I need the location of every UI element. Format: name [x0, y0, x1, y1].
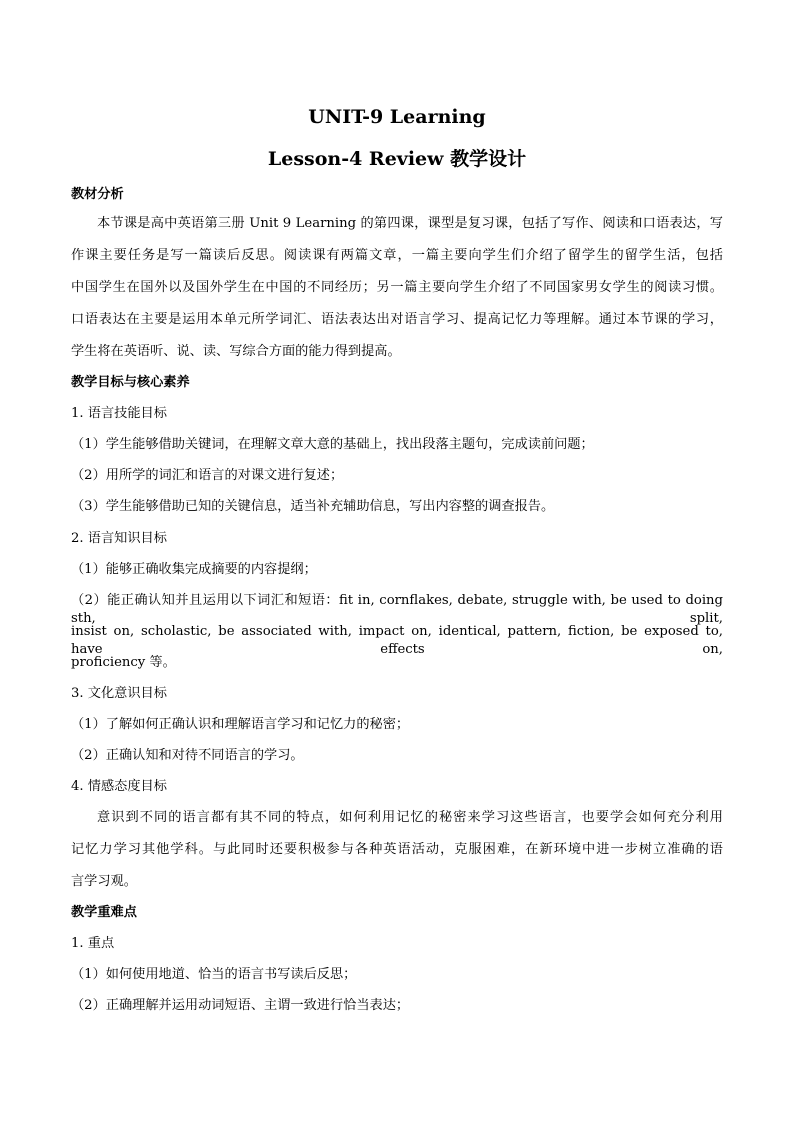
list-item: （1）了解如何正确认识和理解语言学习和记忆力的秘密；: [71, 717, 410, 732]
sub-heading-attitude: 4. 情感态度目标: [71, 779, 167, 794]
document-subtitle: Lesson-4 Review 教学设计: [267, 148, 527, 170]
paragraph-line: 作课主要任务是写一篇读后反思。阅读课有两篇文章，一篇主要向学生们介绍了留学生的留学生活，包括: [71, 248, 723, 263]
list-item: （2）正确理解并运用动词短语、主谓一致进行恰当表达；: [71, 998, 410, 1013]
paragraph-line: 学生将在英语听、说、读、写综合方面的能力得到提高。: [71, 344, 401, 359]
sub-heading-skills: 1. 语言技能目标: [71, 406, 167, 421]
list-item-continued: insist on, scholastic, be associated with, impact on, identical, pattern, fiction, be exposed to, have effects on,: [71, 624, 723, 657]
paragraph-line: 本节课是高中英语第三册 Unit 9 Learning 的第四课，课型是复习课，包括了写作、阅读和口语表达，写: [97, 216, 723, 231]
section-heading-analysis: 教材分析: [71, 187, 124, 202]
list-item: （1）如何使用地道、恰当的语言书写读后反思；: [71, 967, 357, 982]
document-title: UNIT-9 Learning: [308, 106, 486, 128]
paragraph-line: 记忆力学习其他学科。与此同时还要积极参与各种英语活动，克服困难，在新环境中进一步树立准确的语: [71, 842, 723, 857]
paragraph-line: 意识到不同的语言都有其不同的特点，如何利用记忆的秘密来学习这些语言，也要学会如何充分利用: [97, 810, 723, 825]
sub-heading-culture: 3. 文化意识目标: [71, 686, 167, 701]
list-item: （1）能够正确收集完成摘要的内容提纲；: [71, 562, 317, 577]
list-item: （2）正确认知和对待不同语言的学习。: [71, 748, 304, 763]
paragraph-line: 口语表达在主要是运用本单元所学词汇、语法表达出对语言学习、提高记忆力等理解。通过本节课的学习，: [71, 312, 723, 327]
list-item: （2）用所学的词汇和语言的对课文进行复述；: [71, 468, 344, 483]
paragraph-line: 中国学生在国外以及国外学生在中国的不同经历；另一篇主要向学生介绍了不同国家男女学生的阅读习惯。: [71, 280, 723, 295]
list-item: （3）学生能够借助已知的关键信息，适当补充辅助信息，写出内容整的调查报告。: [71, 499, 555, 514]
sub-heading-knowledge: 2. 语言知识目标: [71, 531, 167, 546]
sub-heading-key: 1. 重点: [71, 936, 115, 951]
list-item: （2）能正确认知并且运用以下词汇和短语：fit in, cornflakes, debate, struggle with, be used to doing sth, split,: [71, 593, 723, 626]
section-heading-goals: 教学目标与核心素养: [71, 375, 190, 390]
list-item: （1）学生能够借助关键词，在理解文章大意的基础上，找出段落主题句，完成读前问题；: [71, 437, 594, 452]
paragraph-line: 言学习观。: [71, 874, 137, 889]
list-item-continued: proficiency 等。: [71, 655, 176, 670]
section-heading-key-points: 教学重难点: [71, 905, 137, 920]
